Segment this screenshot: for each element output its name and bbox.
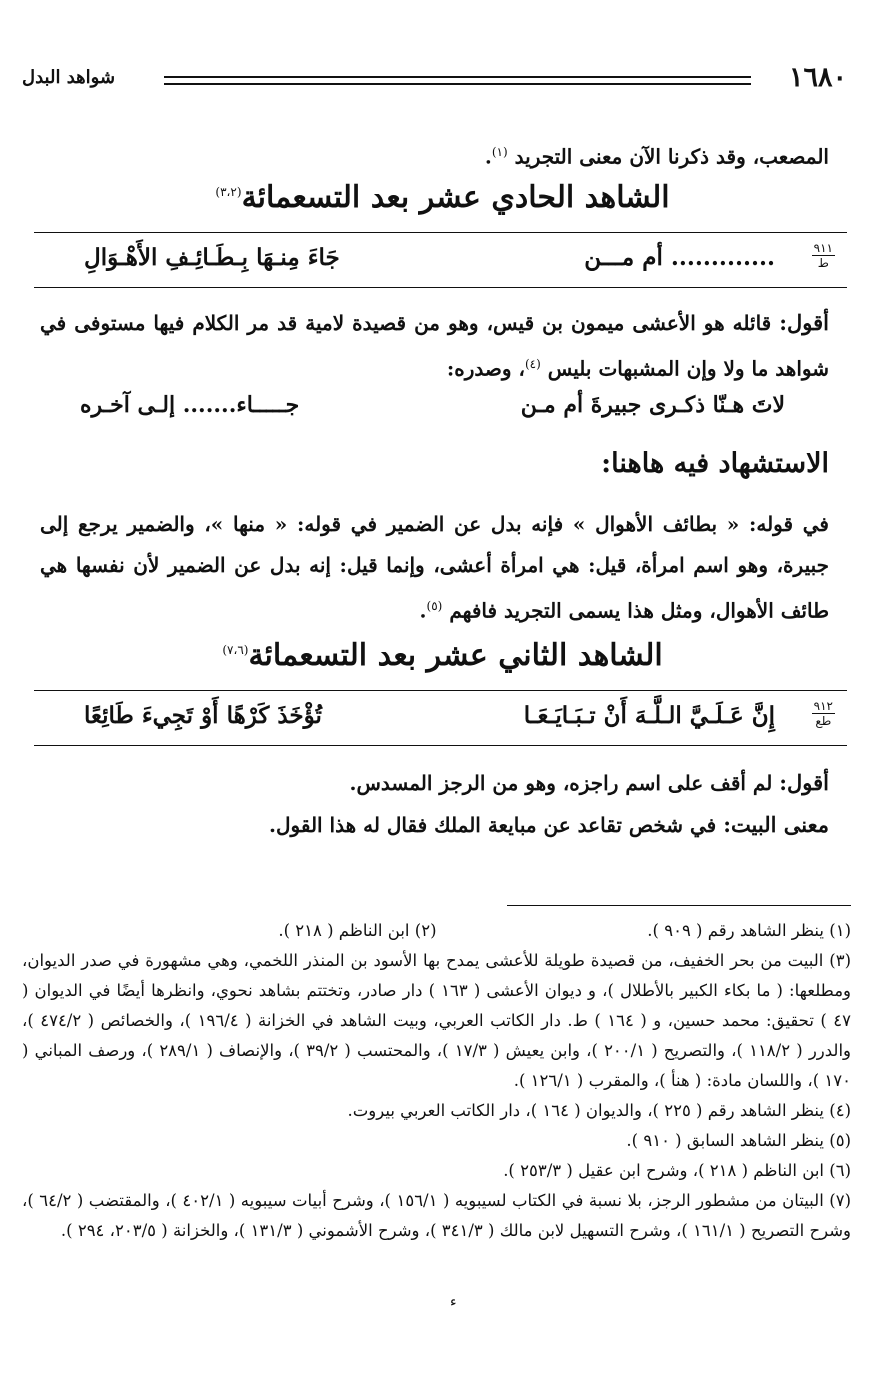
- verse-hemistich-left: جَاءَ مِنـهَا بِـطَـائِـفِ الأَهْـوَالِ: [84, 244, 340, 271]
- section-heading-911: [0, 180, 885, 215]
- running-header: [22, 62, 847, 102]
- aqul-end: ، وصدره:: [446, 356, 525, 381]
- footnote-ref: (٥): [426, 599, 443, 613]
- footnote-ref: (٣،٢): [215, 185, 242, 199]
- verse-type: طع: [815, 714, 832, 728]
- mana-text: في شخص تقاعد عن مبايعة الملك فقال له هذا القول.: [269, 813, 717, 837]
- footnote-ref: (٤): [524, 357, 541, 371]
- verse-type: ط: [817, 256, 829, 270]
- sadr-verse: [80, 392, 785, 432]
- footnotes: [22, 916, 851, 1246]
- running-title: شواهد البدل: [22, 67, 116, 88]
- aqul-text: لم أقف على اسم راجزه، وهو من الرجز المسدس.: [349, 771, 773, 795]
- section-title: الشاهد الثاني عشر بعد التسعمائة: [248, 638, 663, 673]
- istishhad-text: في قوله: « بطائف الأهوال » فإنه بدل عن الضمير في قوله: « منها »، والضمير يرجع إلى جبيرة، وهو اسم امرأة، قيل: هي امرأة أعشى، وإنما قيل: إنه بدل عن الضمير لأن نفسها هي طائف الأهوال، ومثل هذا يسمى التجريد فافهم: [40, 512, 829, 623]
- section-heading-912: [0, 638, 885, 673]
- istishhad-paragraph: [40, 504, 829, 632]
- istishhad-end: .: [419, 598, 427, 623]
- footnote-6: (٦) ابن الناظم ( ٢١٨ )، وشرح ابن عقيل ( ٢٥٣/٣ ).: [503, 1161, 851, 1180]
- footnote-5: (٥) ينظر الشاهد السابق ( ٩١٠ ).: [626, 1131, 851, 1150]
- verse-box-911: [34, 232, 847, 288]
- aqul-text: قائله هو الأعشى ميمون بن قيس، وهو من قصيدة لامية قد مر الكلام فيها مستوفى في شواهد ما ولا وإن المشبهات بليس: [40, 311, 829, 381]
- footnote-2: (٢) ابن الناظم ( ٢١٨ ).: [278, 921, 437, 940]
- mana-label: معنى البيت:: [723, 812, 829, 837]
- section-title: الشاهد الحادي عشر بعد التسعمائة: [241, 180, 670, 215]
- footnote-ref: (١): [491, 145, 508, 159]
- footnote-3: (٣) البيت من بحر الخفيف، من قصيدة طويلة للأعشى يمدح بها الأسود بن المنذر اللخمي، وهي مشهورة في صدر الديوان، ومطلعها: ( ما بكاء الكبير بالأطلال )، و ديوان الأعشى ( ١٦٣ ) دار صادر، وتختتم بشاهد نحوي، وانظرها أيضًا في الديوان ( ٤٧ ) تحقيق: محمد حسين، و ( ١٦٤ ) ط. دار الكاتب العربي، وبيت الشاهد في الخزانة ( ١٩٦/٤ )، والخصائص ( ٤٧٤/٢ )، والدرر ( ١١٨/٢ )، والتصريح ( ٢٠٠/١ )، وابن يعيش ( ١٧/٣ )، والمحتسب ( ٣٩/٢ )، والإنصاف ( ٢٨٩/١ )، ورصف المباني ( ١٧٠ )، واللسان مادة: ( هنأ )، والمقرب ( ١٢٦/١ ).: [22, 951, 852, 1090]
- sadr-left: جـــــاء....... إلـى آخـره: [80, 392, 300, 418]
- footnote-ref: (٧،٦): [222, 643, 249, 657]
- aqul-label: أقول:: [779, 310, 830, 335]
- footnote-7: (٧) البيتان من مشطور الرجز، بلا نسبة في الكتاب لسيبويه ( ١٥٦/١ )، وشرح أبيات سيبويه ( ٤٠٢/١ )، والمقتضب ( ٦٤/٢ )، وشرح التصريح ( ١٦١/١ )، وشرح التسهيل لابن مالك ( ٣٤١/٣ )، وشرح الأشموني ( ١٣١/٣ )، والخزانة ( ٢٠٣/٥، ٢٩٤ ).: [22, 1191, 851, 1240]
- intro-end: .: [484, 144, 492, 169]
- verse-hemistich-right: إِنَّ عَـلَـيَّ الـلَّـهَ أَنْ تـبَـايَـعَـا: [523, 702, 775, 729]
- istishhad-heading: الاستشهاد فيه هاهنا:: [601, 448, 829, 479]
- verse-number: [812, 699, 835, 728]
- aqul-paragraph-912: [40, 762, 829, 846]
- verse-number-value: ٩١٢: [813, 699, 833, 713]
- footnote-4: (٤) ينظر الشاهد رقم ( ٢٢٥ )، والديوان ( ١٦٤ )، دار الكاتب العربي بيروت.: [347, 1101, 851, 1120]
- verse-hemistich-right: ............. أم مـــن: [584, 244, 775, 271]
- intro-text: المصعب، وقد ذكرنا الآن معنى التجريد: [514, 144, 829, 169]
- aqul-label: أقول:: [779, 770, 829, 795]
- verse-box-912: [34, 690, 847, 746]
- header-double-rule: [164, 76, 751, 85]
- footnote-row: [22, 916, 851, 946]
- verse-number: [812, 241, 835, 270]
- footnote-1: (١) ينظر الشاهد رقم ( ٩٠٩ ).: [647, 921, 851, 940]
- stray-mark: ء: [450, 1294, 457, 1310]
- sadr-right: لاتَ هـنّا ذكـرى جبيرةَ أم مـن: [520, 392, 785, 418]
- verse-hemistich-left: تُؤْخَذَ كَرْهًا أَوْ تَجِيءَ طَائِعًا: [84, 702, 322, 729]
- page-number: ١٦٨٠: [788, 62, 847, 93]
- footnote-separator: [507, 905, 851, 906]
- aqul-paragraph-911: [40, 302, 829, 390]
- intro-paragraph: [40, 132, 829, 178]
- verse-number-value: ٩١١: [813, 241, 833, 255]
